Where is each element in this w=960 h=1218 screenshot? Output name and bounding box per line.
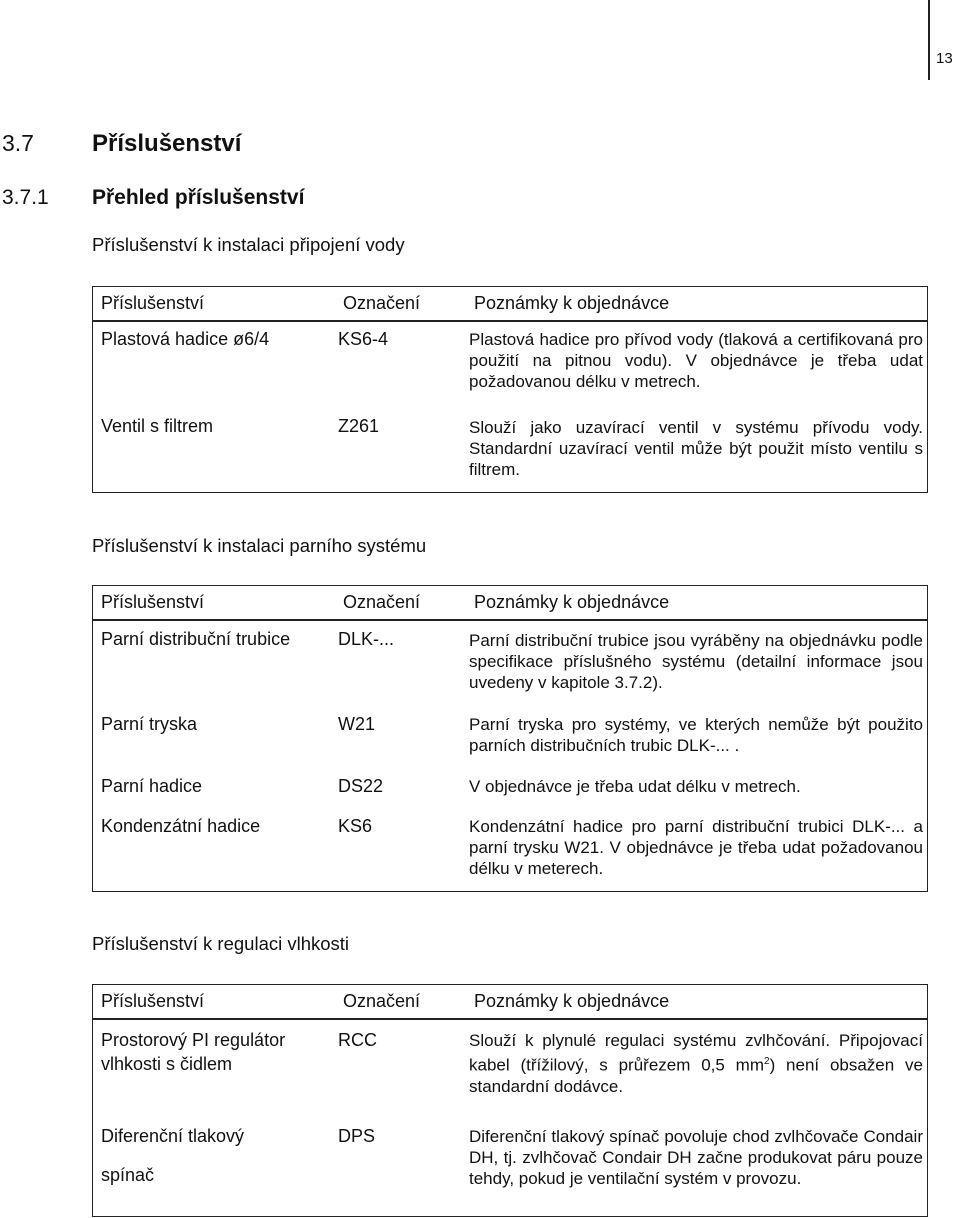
row-designation: Z261	[338, 416, 380, 436]
row-note: Parní distribuční trubice jsou vyráběny na objednávku podle specifikace příslušného systému (detailní informace jsou uvedeny v kapitole 3.7.2).	[469, 631, 923, 692]
column-header-accessory: Příslušenství	[101, 592, 205, 612]
subsection-title: Přehled příslušenství	[92, 186, 305, 209]
row-note: Parní tryska pro systémy, ve kterých nemůže být použito parních distribučních trubic DLK-... .	[469, 715, 923, 755]
section-number: 3.7	[2, 130, 34, 156]
row-designation: KS6-4	[338, 329, 389, 349]
column-header-notes: Poznámky k objednávce	[474, 293, 670, 313]
row-designation: DLK-...	[338, 629, 395, 649]
row-accessory: Ventil s filtrem	[101, 416, 214, 436]
humidity-accessories-table	[92, 984, 928, 1217]
row-accessory-line2: vlhkosti s čidlem	[101, 1054, 233, 1074]
row-note: Kondenzátní hadice pro parní distribuční trubici DLK-... a parní trysku W21. V objednávce je třeba udat požadovanou délku v meterech.	[469, 817, 923, 878]
column-header-notes: Poznámky k objednávce	[474, 592, 670, 612]
row-note: Plastová hadice pro přívod vody (tlaková a certifikovaná pro použití na pitnou vodu). V objednávce je třeba udat požadovanou délku v metrech.	[469, 330, 923, 391]
subsection-number: 3.7.1	[2, 186, 49, 209]
row-designation: DPS	[338, 1126, 376, 1146]
column-header-accessory: Příslušenství	[101, 293, 205, 313]
water-accessories-table	[92, 286, 928, 493]
steam-accessories-table	[92, 585, 928, 892]
header-divider	[93, 619, 927, 621]
header-divider	[93, 1018, 927, 1020]
column-header-designation: Označení	[343, 991, 421, 1011]
row-accessory-line2: spínač	[101, 1165, 155, 1185]
column-header-designation: Označení	[343, 293, 421, 313]
column-header-accessory: Příslušenství	[101, 991, 205, 1011]
column-header-notes: Poznámky k objednávce	[474, 991, 670, 1011]
humidity-table-title: Příslušenství k regulaci vlhkosti	[92, 933, 350, 954]
row-note: Slouží jako uzavírací ventil v systému přívodu vody. Standardní uzavírací ventil může být použit místo ventilu s filtrem.	[469, 418, 923, 479]
row-designation: RCC	[338, 1030, 377, 1050]
header-rule	[928, 0, 930, 80]
row-accessory: Kondenzátní hadice	[101, 816, 261, 836]
row-note: Diferenční tlakový spínač povoluje chod zvlhčovače Condair DH, tj. zvlhčovač Condair DH začne produkovat páru pouze tehdy, pokud je ventilační systém v provozu.	[469, 1127, 923, 1188]
page-number: 13	[936, 50, 953, 67]
row-accessory: Plastová hadice ø6/4	[101, 329, 270, 349]
column-header-designation: Označení	[343, 592, 421, 612]
row-accessory: Parní tryska	[101, 714, 198, 734]
row-accessory-line1: Prostorový PI regulátor	[101, 1030, 286, 1050]
row-designation: KS6	[338, 816, 373, 836]
steam-table-title: Příslušenství k instalaci parního systému	[92, 535, 427, 556]
section-title: Příslušenství	[92, 130, 242, 157]
row-designation: W21	[338, 714, 376, 734]
row-note: V objednávce je třeba udat délku v metrech.	[469, 777, 801, 796]
row-accessory-line1: Diferenční tlakový	[101, 1126, 245, 1146]
row-note: Slouží k plynulé regulaci systému zvlhčování. Připojovací kabel (třížilový, s průřezem 0,5 $mm^2$) není obsažen ve standardní dodávce.	[469, 1031, 923, 1096]
row-designation: DS22	[338, 776, 384, 796]
row-accessory: Parní distribuční trubice	[101, 629, 291, 649]
row-accessory: Parní hadice	[101, 776, 203, 796]
header-divider	[93, 320, 927, 322]
water-table-title: Příslušenství k instalaci připojení vody	[92, 234, 405, 255]
